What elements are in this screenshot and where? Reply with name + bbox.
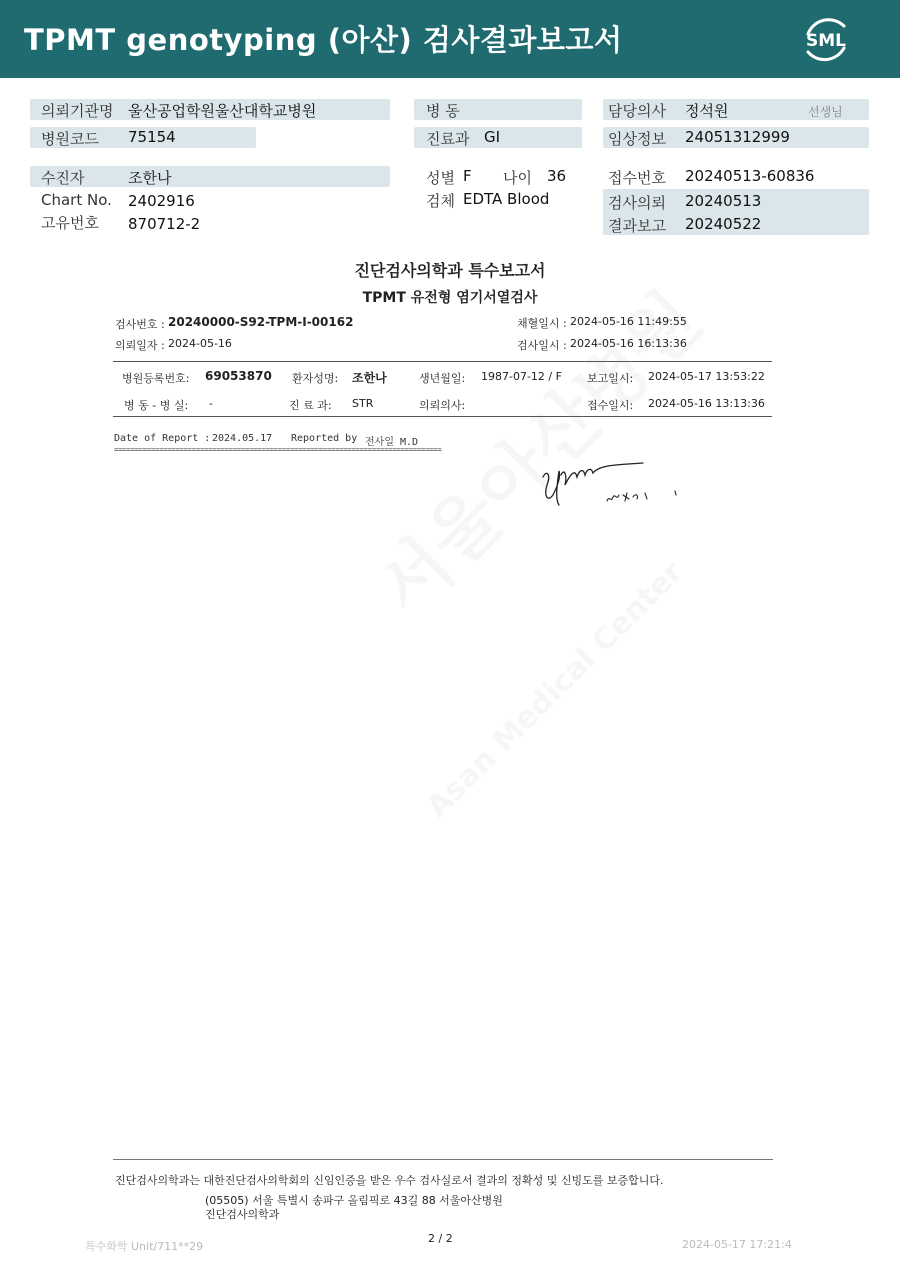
exam-value: 2024-05-16 16:13:36: [570, 337, 687, 350]
report-value: 20240522: [685, 215, 762, 233]
sml-logo: [798, 12, 854, 66]
receipt-time-value: 2024-05-16 13:13:36: [648, 397, 765, 410]
receipt-value: 20240513-60836: [685, 167, 815, 185]
physician-label: 의뢰의사:: [419, 399, 466, 412]
collection-label: 채혈일시 :: [517, 317, 567, 330]
certification-text: 진단검사의학과는 대한진단검사의학회의 신임인증을 받은 우수 검사실로서 결과의 정확성 및 신빙도를 보증합니다.: [115, 1174, 664, 1187]
test-no-value: 20240000-S92-TPM-I-00162: [168, 315, 354, 329]
unique-no-label: 고유번호: [41, 214, 99, 232]
report-time-value: 2024-05-17 13:53:22: [648, 370, 765, 383]
footer-line: [113, 1159, 773, 1160]
special-report-subtitle: TPMT 유전형 염기서열검사: [362, 290, 538, 306]
clinical-value: 24051312999: [685, 128, 790, 146]
request-date-value: 2024-05-16: [168, 337, 232, 350]
collection-value: 2024-05-16 11:49:55: [570, 315, 687, 328]
receipt-time-label: 접수일시:: [587, 399, 634, 412]
patient-box-bottom-line: [113, 416, 772, 417]
specimen-label: 검체: [426, 192, 455, 210]
age-value: 36: [547, 167, 567, 185]
footer-left-faded: 특수화학 Unit/711**29: [85, 1240, 204, 1253]
reg-no-label: 병원등록번호:: [122, 372, 190, 385]
chart-no-value: 2402916: [128, 192, 195, 210]
hospital-address: (05505) 서울 특별시 송파구 올림픽로 43길 88 서울아산병원: [205, 1194, 503, 1207]
request-value: 20240513: [685, 192, 762, 210]
dept-value: STR: [352, 397, 374, 410]
sex-value: F: [463, 167, 472, 185]
institution-label: 의뢰기관명: [41, 102, 114, 120]
reported-by-value: 전사일 M.D: [365, 437, 419, 448]
hospital-code-value: 75154: [128, 128, 176, 146]
ward-room-value: -: [209, 397, 213, 410]
birth-label: 생년월일:: [419, 372, 466, 385]
request-date-label: 의뢰일자 :: [115, 339, 165, 352]
doctor-signature: [535, 455, 685, 515]
hospital-code-label: 병원코드: [41, 130, 99, 148]
report-separator: ================================================================================: [114, 445, 442, 454]
exam-label: 검사일시 :: [517, 339, 567, 352]
birth-value: 1987-07-12 / F: [481, 370, 562, 383]
patient-name-value: 조한나: [352, 371, 387, 385]
examinee-value: 조한나: [128, 169, 172, 187]
patient-name-label: 환자성명:: [292, 372, 339, 385]
sex-label: 성별: [426, 169, 455, 187]
ward-room-label: 병 동 - 병 실:: [124, 399, 189, 412]
request-label: 검사의뢰: [608, 194, 666, 212]
report-header: [0, 0, 900, 78]
institution-value: 울산공업학원울산대학교병원: [128, 102, 317, 120]
report-label: 결과보고: [608, 217, 666, 235]
doctor-value: 정석원: [685, 102, 729, 120]
doctor-label: 담당의사: [608, 102, 666, 120]
dept-label: 진 료 과:: [289, 399, 332, 412]
report-time-label: 보고일시:: [587, 372, 634, 385]
chart-no-label: Chart No.: [41, 191, 112, 209]
ward-label: 병 동: [426, 102, 460, 120]
logo-text: SML: [806, 31, 846, 51]
patient-box-top-line: [113, 361, 772, 362]
receipt-label: 접수번호: [608, 169, 666, 187]
report-title: TPMT genotyping (아산) 검사결과보고서: [24, 23, 623, 57]
doctor-suffix: 선생님: [808, 105, 843, 119]
footer-right-faded: 2024-05-17 17:21:4: [682, 1238, 792, 1251]
reported-by-label: Reported by: [291, 433, 358, 444]
age-label: 나이: [503, 169, 532, 187]
test-no-label: 검사번호 :: [115, 318, 165, 331]
unique-no-value: 870712-2: [128, 215, 201, 233]
date-of-report-label: Date of Report :: [114, 433, 211, 444]
specimen-value: EDTA Blood: [463, 190, 550, 208]
footer-department: 진단검사의학과: [205, 1208, 280, 1221]
date-of-report-value: 2024.05.17: [212, 433, 273, 444]
clinical-label: 임상정보: [608, 130, 666, 148]
department-label: 진료과: [426, 130, 470, 148]
examinee-label: 수진자: [41, 169, 85, 187]
department-value: GI: [484, 128, 501, 146]
page-number: 2 / 2: [428, 1232, 453, 1245]
reg-no-value: 69053870: [205, 369, 272, 383]
special-report-title: 진단검사의학과 특수보고서: [354, 261, 546, 280]
